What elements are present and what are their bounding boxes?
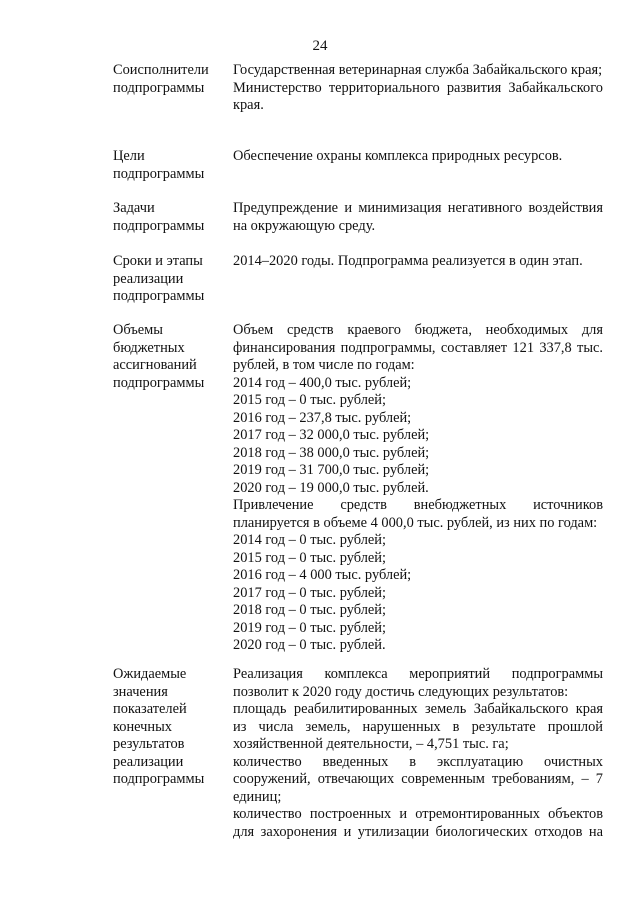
label-line: Ожидаемые [113,666,187,682]
label-line: подпрограммы [113,288,205,304]
label-line: бюджетных [113,339,185,356]
extra-intro: Привлечение средств внебюджетных источников планируется в объеме 4 000,0 тыс. рублей, из них по годам: [233,497,603,531]
budget-intro: Объем средств краевого бюджета, необходимых для финансирования подпрограммы, составляет 121 337,8 тыс. рублей, в том числе по годам: [233,322,603,373]
label-line: результатов [113,736,185,752]
label-line: подпрограммы [113,771,205,787]
extra-year: 2018 год – 0 тыс. рублей; [233,602,386,618]
row-label [113,666,218,789]
row-value [233,666,603,841]
value-paragraph: Предупреждение и минимизация негативного воздействия на окружающую среду. [233,200,603,234]
page-number: 24 [312,38,328,54]
label-line: Объемы [113,322,163,338]
extra-year: 2014 год – 0 тыс. рублей; [233,532,386,548]
label-line: реализации [113,753,184,770]
label-line: реализации [113,270,184,287]
budget-year: 2017 год – 32 000,0 тыс. рублей; [233,427,430,443]
budget-year: 2019 год – 31 700,0 тыс. рублей; [233,462,430,478]
row-value [233,322,603,655]
results-intro: Реализация комплекса мероприятий подпрограммы позволит к 2020 году достичь следующих результатов: [233,666,603,700]
label-line: подпрограммы [113,165,205,182]
label-line: подпрограммы [113,374,205,391]
value-paragraph: Обеспечение охраны комплекса природных ресурсов. [233,148,563,164]
label-line: показателей [113,701,187,717]
result-item: количество введенных в эксплуатацию очистных сооружений, отвечающих современным требованиям, – 7 единиц; [233,753,603,805]
row-value [233,253,603,271]
extra-year: 2015 год – 0 тыс. рублей; [233,549,386,566]
row-label [113,253,218,306]
budget-year: 2016 год – 237,8 тыс. рублей; [233,409,412,426]
result-item: площадь реабилитированных земель Забайкальского края из числа земель, нарушенных в результате прошлой хозяйственной деятельности, – 4,751 тыс. га; [233,701,603,752]
budget-year: 2014 год – 400,0 тыс. рублей; [233,374,412,391]
row-label [113,62,218,97]
label-line: подпрограммы [113,217,205,234]
row-value [233,200,603,235]
value-paragraph: Министерство территориального развития Забайкальского края. [233,79,603,113]
budget-year: 2020 год – 19 000,0 тыс. рублей. [233,479,429,496]
row-value [233,62,603,115]
label-line: Задачи [113,200,155,216]
label-line: значения [113,683,168,700]
label-line: ассигнований [113,357,197,373]
label-line: Соисполнители [113,62,209,78]
value-paragraph: 2014–2020 годы. Подпрограмма реализуется в один этап. [233,253,583,269]
extra-year: 2020 год – 0 тыс. рублей. [233,637,386,653]
value-paragraph: Государственная ветеринарная служба Забайкальского края; [233,62,603,78]
label-line: конечных [113,718,172,735]
label-line: Сроки и этапы [113,253,203,269]
extra-year: 2019 год – 0 тыс. рублей; [233,619,386,636]
result-item: количество построенных и отремонтированных объектов для захоронения и утилизации биологических отходов на [233,806,603,840]
row-label [113,322,218,392]
label-line: Цели [113,148,145,164]
row-label [113,200,218,235]
budget-year: 2015 год – 0 тыс. рублей; [233,392,386,408]
budget-year: 2018 год – 38 000,0 тыс. рублей; [233,444,430,461]
extra-year: 2016 год – 4 000 тыс. рублей; [233,567,412,583]
label-line: подпрограммы [113,79,205,96]
row-value [233,148,603,166]
row-label [113,148,218,183]
extra-year: 2017 год – 0 тыс. рублей; [233,584,386,601]
